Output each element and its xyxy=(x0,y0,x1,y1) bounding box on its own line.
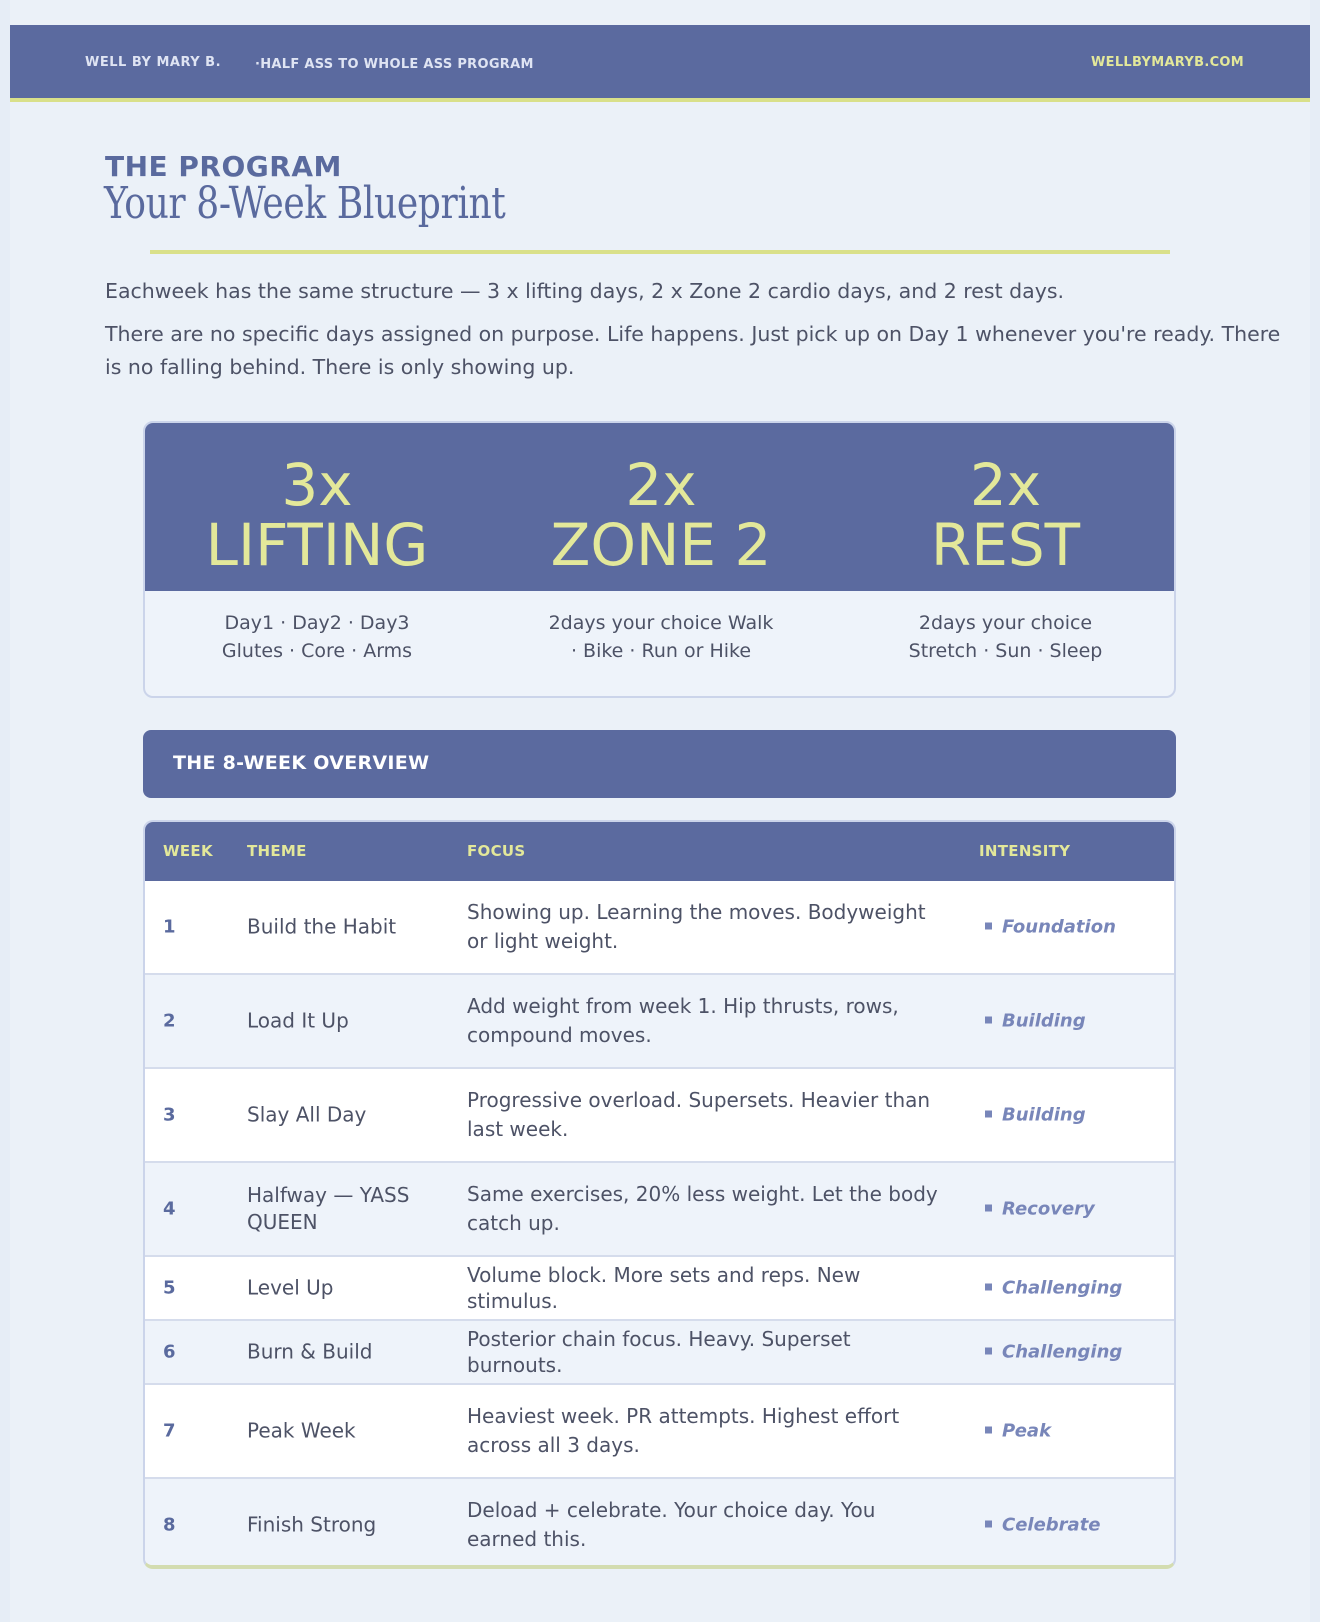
row-week: 5 xyxy=(163,1277,176,1299)
stat-desc-line: 2days your choice xyxy=(918,612,1093,634)
square-bullet-icon xyxy=(985,1347,992,1354)
square-bullet-icon xyxy=(985,1520,992,1527)
title-divider xyxy=(150,250,1170,254)
square-bullet-icon xyxy=(985,1016,992,1023)
row-focus: Showing up. Learning the moves. Bodyweight or light weight. xyxy=(467,900,926,953)
row-intensity xyxy=(985,1515,1101,1536)
table-row xyxy=(145,1257,1174,1321)
row-theme: Load It Up xyxy=(247,1008,349,1033)
row-theme: Level Up xyxy=(247,1275,334,1300)
section-eyebrow: THE PROGRAM xyxy=(105,150,342,183)
intensity-label: Building xyxy=(1002,1104,1086,1126)
stat-count: 2x xyxy=(969,451,1042,519)
overview-table xyxy=(143,820,1176,1569)
intensity-label: Celebrate xyxy=(1002,1514,1101,1536)
overview-heading-bar xyxy=(143,730,1176,798)
stat-label: REST xyxy=(930,511,1081,579)
stat-desc-line: · Bike · Run or Hike xyxy=(570,640,752,662)
table-row xyxy=(145,975,1174,1069)
table-row xyxy=(145,1163,1174,1257)
header-focus: FOCUS xyxy=(467,842,526,860)
page-title: Your 8-Week Blueprint xyxy=(104,178,506,229)
square-bullet-icon xyxy=(985,1283,992,1290)
stat-label: LIFTING xyxy=(205,511,429,579)
row-intensity xyxy=(985,1199,1095,1220)
row-intensity xyxy=(985,1342,1122,1363)
square-bullet-icon xyxy=(985,1204,992,1211)
intensity-label: Challenging xyxy=(1002,1341,1123,1363)
row-focus: Add weight from week 1. Hip thrusts, rows, compound moves. xyxy=(467,994,899,1047)
square-bullet-icon xyxy=(985,1110,992,1117)
stat-count: 2x xyxy=(625,451,697,519)
table-row xyxy=(145,1321,1174,1385)
overview-title: THE 8-WEEK OVERVIEW xyxy=(173,752,430,774)
intensity-label: Challenging xyxy=(1002,1277,1123,1299)
stat-description xyxy=(509,609,813,665)
stat-count: 3x xyxy=(281,451,353,519)
table-row xyxy=(145,881,1174,975)
row-week: 8 xyxy=(163,1514,176,1536)
intro-paragraph-2: There are no specific days assigned on purpose. Life happens. Just pick up on Day 1 whenever you're ready. There is no falling behind. There is only showing up. xyxy=(105,322,1281,379)
weekly-structure-card xyxy=(143,421,1176,698)
row-theme: Halfway — YASS QUEEN xyxy=(247,1183,410,1234)
row-focus: Same exercises, 20% less weight. Let the body catch up. xyxy=(467,1182,938,1235)
intensity-label: Recovery xyxy=(1002,1198,1095,1220)
row-theme: Slay All Day xyxy=(247,1102,367,1127)
square-bullet-icon xyxy=(985,922,992,929)
stat-desc-line: Day1 · Day2 · Day3 xyxy=(224,612,410,634)
intro-paragraph-1: Eachweek has the same structure — 3 x lifting days, 2 x Zone 2 cardio days, and 2 rest days. xyxy=(105,279,1065,303)
row-week: 7 xyxy=(163,1420,176,1442)
intensity-label: Building xyxy=(1002,1010,1086,1032)
website-link[interactable]: WELLBYMARYB.COM xyxy=(1091,55,1244,70)
row-intensity xyxy=(985,1011,1086,1032)
row-intensity xyxy=(985,1278,1122,1299)
row-theme: Burn & Build xyxy=(247,1339,373,1364)
stat-desc-line: Stretch · Sun · Sleep xyxy=(908,640,1103,662)
row-intensity xyxy=(985,917,1116,938)
row-week: 4 xyxy=(163,1198,176,1220)
header-theme: THEME xyxy=(247,842,307,860)
stat-desc-line: Glutes · Core · Arms xyxy=(221,640,413,662)
table-row xyxy=(145,1069,1174,1163)
row-week: 1 xyxy=(163,916,176,938)
row-theme: Peak Week xyxy=(247,1418,356,1443)
table-header xyxy=(145,822,1174,881)
table-row xyxy=(145,1479,1174,1569)
header-intensity: INTENSITY xyxy=(979,842,1071,860)
row-focus: Deload + celebrate. Your choice day. You earned this. xyxy=(467,1498,876,1551)
row-week: 6 xyxy=(163,1341,176,1363)
header-week: WEEK xyxy=(163,842,213,860)
row-intensity xyxy=(985,1105,1086,1126)
intensity-label: Foundation xyxy=(1002,916,1116,938)
stat-description xyxy=(853,609,1158,665)
program-name: ·HALF ASS TO WHOLE ASS PROGRAM xyxy=(255,57,534,72)
stat-desc-line: 2days your choice Walk xyxy=(548,612,774,634)
intensity-label: Peak xyxy=(1002,1420,1052,1442)
square-bullet-icon xyxy=(985,1426,992,1433)
table-row xyxy=(145,1385,1174,1479)
brand-name: WELL BY MARY B. xyxy=(85,55,222,70)
row-focus: Volume block. More sets and reps. New stimulus. xyxy=(467,1263,861,1313)
row-theme: Build the Habit xyxy=(247,914,397,939)
row-focus: Heaviest week. PR attempts. Highest effort across all 3 days. xyxy=(467,1404,900,1457)
row-intensity xyxy=(985,1421,1051,1442)
row-focus: Progressive overload. Supersets. Heavier than last week. xyxy=(467,1088,931,1141)
row-week: 3 xyxy=(163,1104,176,1126)
row-focus: Posterior chain focus. Heavy. Superset burnouts. xyxy=(467,1327,851,1377)
row-week: 2 xyxy=(163,1010,176,1032)
row-theme: Finish Strong xyxy=(247,1512,377,1537)
stat-label: ZONE 2 xyxy=(550,511,772,579)
stat-description xyxy=(165,609,469,665)
header-bar xyxy=(10,25,1310,102)
